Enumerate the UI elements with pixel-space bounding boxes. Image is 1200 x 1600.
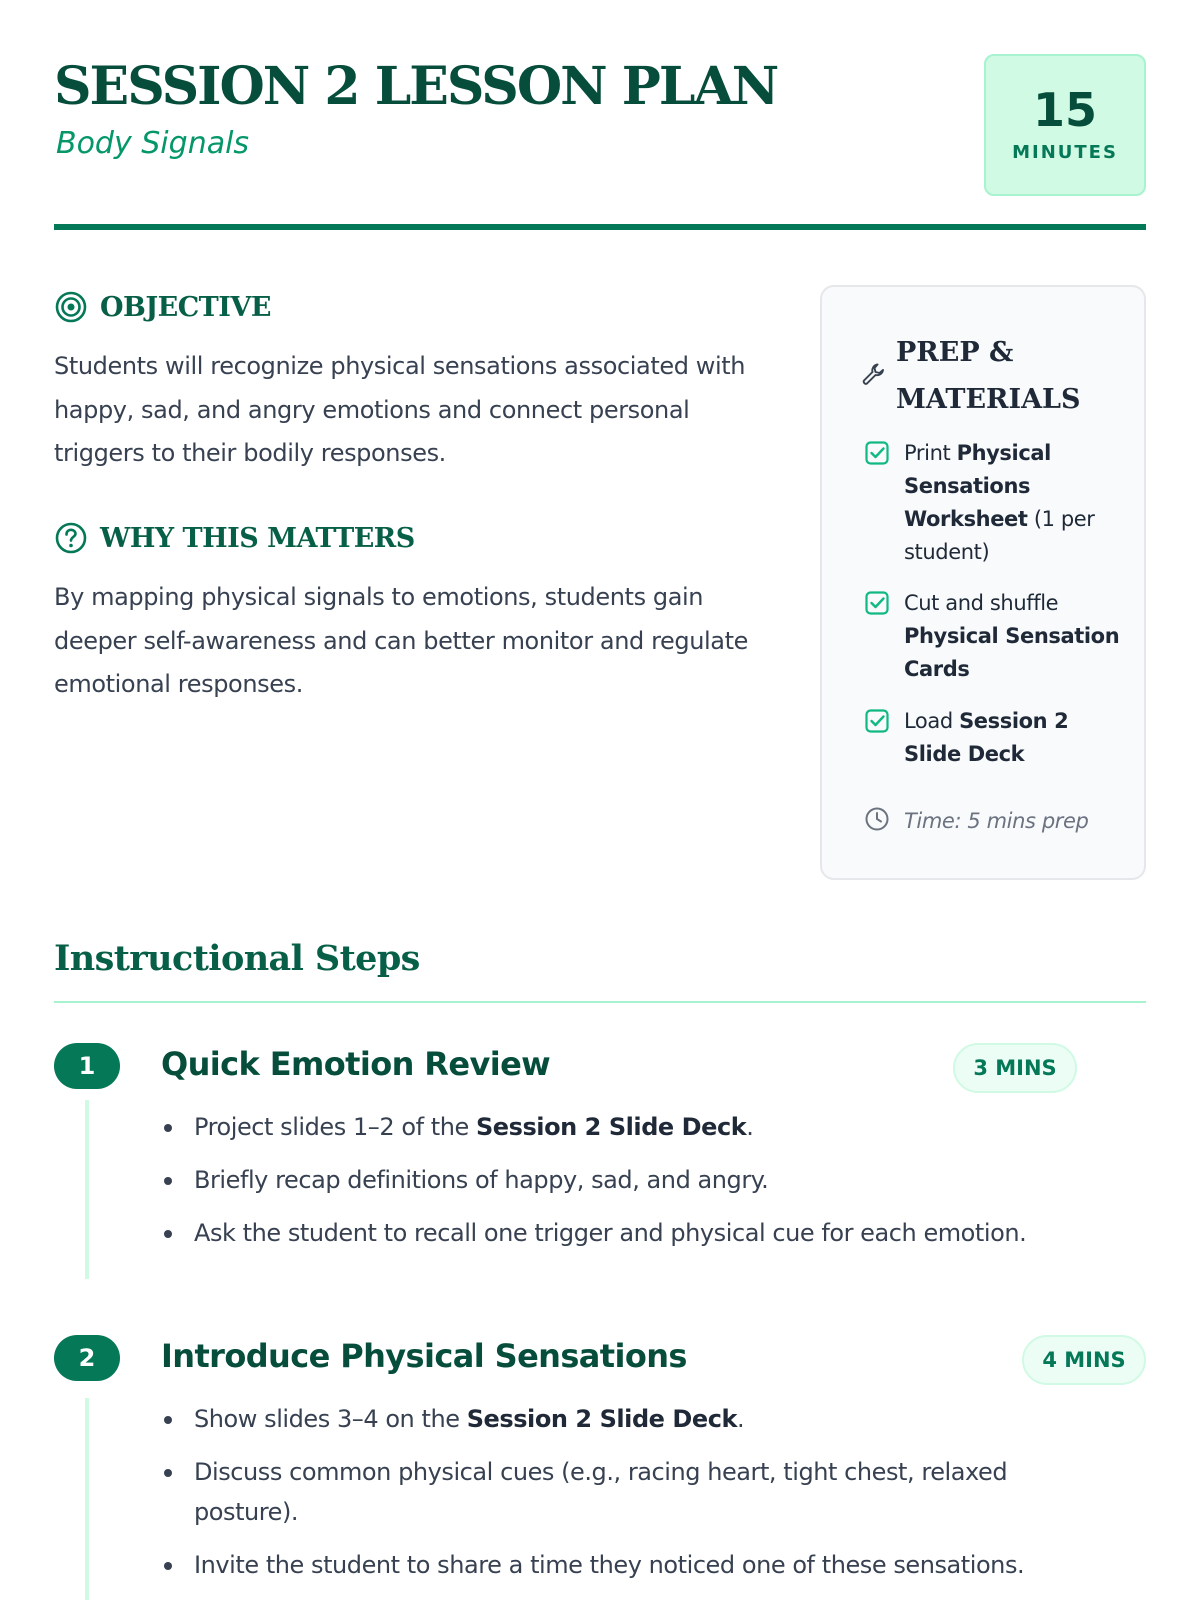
objective-label: OBJECTIVE (100, 291, 271, 323)
step-title: Quick Emotion Review (161, 1045, 551, 1083)
page-subtitle: Body Signals (56, 126, 250, 161)
duration-box (984, 54, 1146, 196)
checkbox-checked-icon (864, 437, 890, 470)
checkbox-checked-icon (864, 705, 890, 738)
list-item-suffix: . (746, 1113, 754, 1141)
step-timeline (85, 1100, 89, 1279)
prep-heading (860, 329, 1096, 423)
list-item-text: Invite the student to share a time they noticed one of these sensations. (194, 1551, 1025, 1579)
list-item-text: Project slides 1–2 of the (194, 1113, 476, 1141)
step-title: Introduce Physical Sensations (161, 1337, 687, 1375)
why-text: By mapping physical signals to emotions, students gain deeper self-awareness and can better monitor and regulate emotional responses. (54, 583, 748, 698)
duration-value: 15 (1032, 83, 1097, 137)
list-item (162, 1160, 1092, 1200)
steps-heading: Instructional Steps (54, 938, 420, 979)
steps-divider (54, 1001, 1146, 1003)
list-item (162, 1545, 1092, 1585)
prep-time-text: Time: 5 mins prep (904, 809, 1089, 833)
page-header (54, 54, 1146, 232)
list-item (162, 1213, 1092, 1253)
prep-time (864, 806, 1088, 836)
why-label: WHY THIS MATTERS (100, 522, 415, 554)
step-number: 1 (54, 1043, 120, 1089)
prep-item-text: Print (904, 441, 957, 465)
duration-unit: MINUTES (1012, 142, 1118, 163)
list-item-suffix: . (737, 1405, 745, 1433)
target-icon (54, 290, 88, 324)
prep-item (864, 705, 1124, 771)
prep-panel (820, 285, 1146, 880)
step-bullets (162, 1107, 1092, 1266)
prep-item-text: Cut and shuffle (904, 591, 1059, 615)
why-heading (54, 521, 415, 555)
checkbox-checked-icon (864, 587, 890, 620)
step-bullets (162, 1399, 1092, 1598)
list-item-text: Discuss common physical cues (e.g., racing heart, tight chest, relaxed posture). (194, 1458, 1008, 1526)
list-item (162, 1452, 1092, 1532)
objective-heading (54, 290, 271, 324)
prep-item-suffix: (1 per student) (904, 507, 1095, 564)
prep-item-emphasis: Physical Sensation Cards (904, 624, 1120, 681)
step-number: 2 (54, 1335, 120, 1381)
prep-item (864, 587, 1124, 686)
list-item-text: Show slides 3–4 on the (194, 1405, 467, 1433)
prep-label: PREP & MATERIALS (896, 337, 1081, 415)
list-item-text: Ask the student to recall one trigger and physical cue for each emotion. (194, 1219, 1027, 1247)
step-timeline (85, 1398, 89, 1600)
page-title: SESSION 2 LESSON PLAN (54, 56, 778, 117)
objective-text: Students will recognize physical sensations associated with happy, sad, and angry emotions and connect personal triggers to their bodily responses. (54, 352, 746, 467)
list-item-text: Briefly recap definitions of happy, sad, and angry. (194, 1166, 769, 1194)
list-item-emphasis: Session 2 Slide Deck (475, 1113, 747, 1141)
prep-item (864, 437, 1124, 569)
wrench-icon (860, 361, 886, 391)
step-duration-badge: 4 MINS (1022, 1335, 1146, 1385)
list-item (162, 1107, 1092, 1147)
prep-item-emphasis: Physical Sensations Worksheet (904, 441, 1051, 531)
list-item (162, 1399, 1092, 1439)
prep-item-text: Load (904, 709, 960, 733)
header-divider (54, 224, 1146, 230)
list-item-emphasis: Session 2 Slide Deck (466, 1405, 738, 1433)
question-circle-icon (54, 521, 88, 555)
prep-item-emphasis: Session 2 Slide Deck (904, 709, 1069, 766)
clock-icon (864, 806, 890, 836)
step-duration-badge: 3 MINS (953, 1043, 1077, 1093)
